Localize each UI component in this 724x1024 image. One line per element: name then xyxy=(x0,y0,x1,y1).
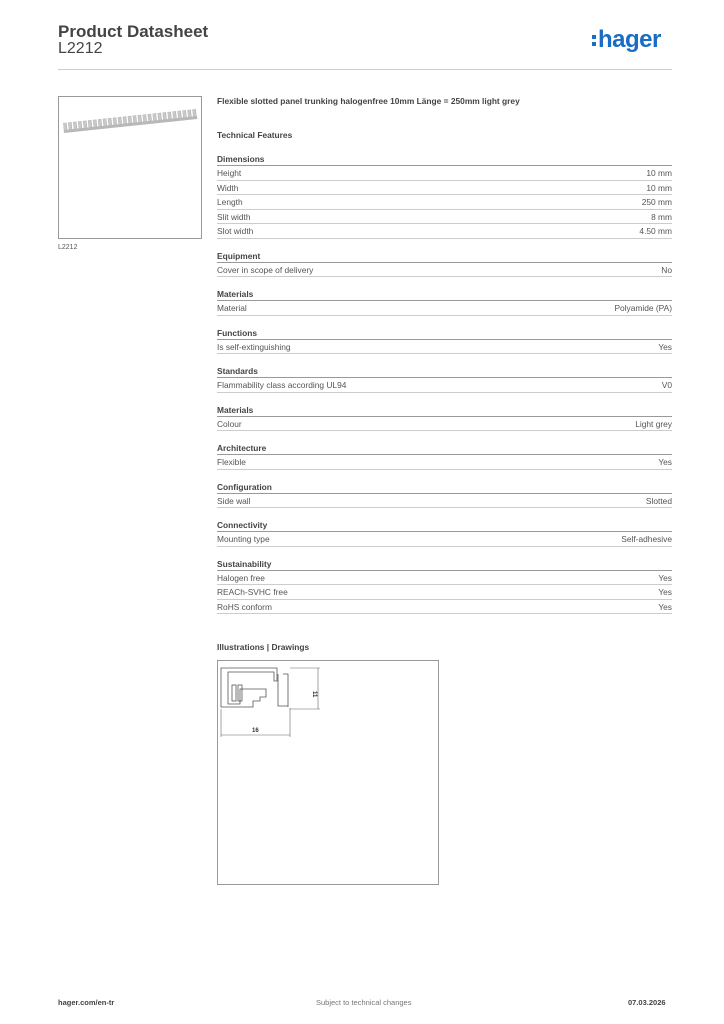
feature-row xyxy=(217,585,672,600)
section-title: Configuration xyxy=(217,481,672,494)
feature-label: Width xyxy=(217,182,239,193)
feature-section xyxy=(217,442,672,470)
feature-value: Light grey xyxy=(635,418,672,429)
feature-row xyxy=(217,455,672,470)
technical-features-title: Technical Features xyxy=(217,130,293,140)
header-divider xyxy=(58,69,672,70)
feature-section xyxy=(217,250,672,278)
page-title: Product Datasheet xyxy=(58,22,209,41)
feature-value: Yes xyxy=(658,572,672,583)
feature-value: 8 mm xyxy=(651,211,672,222)
feature-value: V0 xyxy=(661,380,672,390)
feature-row xyxy=(217,600,672,615)
feature-section xyxy=(217,288,672,316)
feature-value: Yes xyxy=(658,601,672,612)
width-dimension-label: 16 xyxy=(252,728,259,734)
feature-value: 10 mm xyxy=(646,168,672,178)
article-number: L2212 xyxy=(58,40,103,57)
feature-section xyxy=(217,519,672,547)
feature-value: Yes xyxy=(658,587,672,597)
hager-logo xyxy=(592,28,661,52)
feature-label: Flexible xyxy=(217,457,246,467)
logo-text: hager xyxy=(598,26,661,53)
section-title: Materials xyxy=(217,404,672,417)
feature-label: Colour xyxy=(217,418,242,429)
feature-label: Slot width xyxy=(217,226,254,236)
feature-section xyxy=(217,365,672,393)
feature-value: Yes xyxy=(658,457,672,467)
section-title: Connectivity xyxy=(217,519,672,532)
feature-label: Side wall xyxy=(217,495,251,506)
section-title: Architecture xyxy=(217,442,672,455)
cross-section-drawing xyxy=(218,661,438,884)
feature-label: Mounting type xyxy=(217,534,270,544)
technical-content xyxy=(217,96,672,625)
section-title: Sustainability xyxy=(217,558,672,571)
footer-date: 07.03.2026 xyxy=(628,998,666,1007)
drawing-box xyxy=(217,660,439,885)
feature-value: 250 mm xyxy=(641,197,672,207)
feature-row xyxy=(217,417,672,432)
feature-label: Height xyxy=(217,168,242,178)
feature-row xyxy=(217,210,672,225)
feature-value: Polyamide (PA) xyxy=(614,303,672,313)
feature-row xyxy=(217,571,672,586)
section-title: Functions xyxy=(217,327,672,340)
footer-website: hager.com/en-tr xyxy=(58,998,115,1007)
feature-label: Cover in scope of delivery xyxy=(217,264,314,275)
feature-row xyxy=(217,166,672,181)
illustrations-title: Illustrations | Drawings xyxy=(217,642,310,652)
section-title: Materials xyxy=(217,288,672,301)
height-dimension-label: 11 xyxy=(311,691,317,698)
feature-row xyxy=(217,263,672,278)
section-title: Standards xyxy=(217,365,672,378)
product-name: Flexible slotted panel trunking halogenfree 10mm Länge = 250mm light grey xyxy=(217,96,520,106)
product-image xyxy=(58,96,202,239)
feature-section xyxy=(217,481,672,509)
section-title: Dimensions xyxy=(217,153,672,166)
image-caption: L2212 xyxy=(58,244,78,251)
feature-row xyxy=(217,301,672,316)
feature-label: Material xyxy=(217,303,247,313)
feature-row xyxy=(217,340,672,355)
feature-section xyxy=(217,404,672,432)
feature-row xyxy=(217,378,672,393)
feature-row xyxy=(217,224,672,239)
feature-value: Yes xyxy=(658,341,672,352)
feature-row xyxy=(217,195,672,210)
feature-label: RoHS conform xyxy=(217,601,272,612)
feature-section xyxy=(217,327,672,355)
feature-value: No xyxy=(661,264,672,275)
feature-section xyxy=(217,558,672,615)
feature-value: Self-adhesive xyxy=(621,534,672,544)
feature-value: 4.50 mm xyxy=(639,226,672,236)
footer-notice: Subject to technical changes xyxy=(316,998,412,1007)
logo-dots-icon xyxy=(592,35,596,46)
section-title: Equipment xyxy=(217,250,672,263)
feature-label: Is self-extinguishing xyxy=(217,341,291,352)
feature-row xyxy=(217,181,672,196)
feature-row xyxy=(217,494,672,509)
feature-section xyxy=(217,153,672,239)
feature-sections xyxy=(217,153,672,614)
feature-value: 10 mm xyxy=(646,182,672,193)
feature-label: REACh-SVHC free xyxy=(217,587,288,597)
feature-label: Slit width xyxy=(217,211,251,222)
feature-value: Slotted xyxy=(645,495,672,506)
feature-label: Length xyxy=(217,197,243,207)
feature-label: Flammability class according UL94 xyxy=(217,380,347,390)
feature-label: Halogen free xyxy=(217,572,265,583)
feature-row xyxy=(217,532,672,547)
